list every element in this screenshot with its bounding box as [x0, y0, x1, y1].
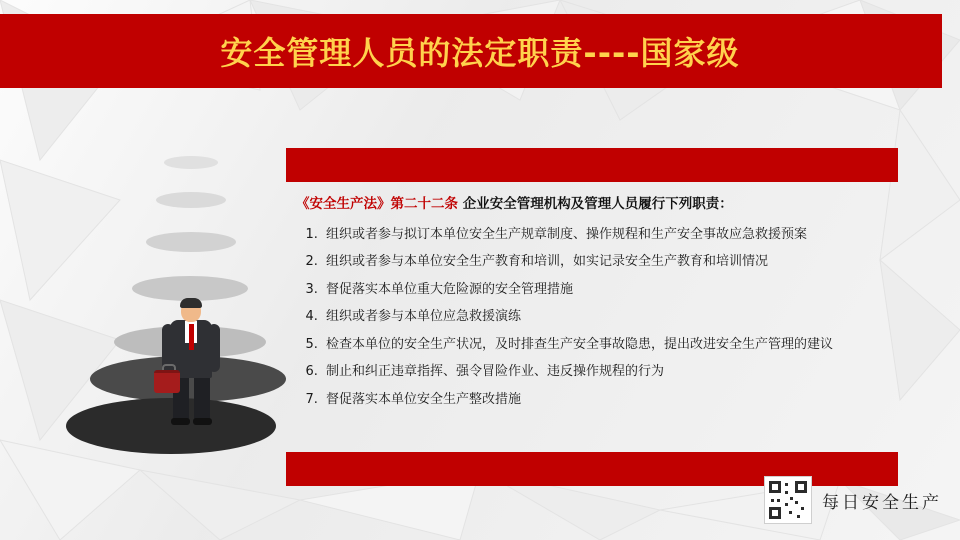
- briefcase-icon: [154, 370, 180, 393]
- page-title: 安全管理人员的法定职责----国家级: [220, 34, 740, 72]
- wechat-footer: [764, 476, 942, 524]
- lead-rest-text: 企业安全管理机构及管理人员履行下列职责：: [462, 196, 733, 212]
- stair-step: [156, 192, 226, 208]
- list-item: 1. 组织或者参与拟订本单位安全生产规章制度、操作规程和生产安全事故应急救援预案: [322, 226, 922, 244]
- stair-step: [146, 232, 236, 252]
- wechat-account-name: 每日安全生产: [822, 492, 942, 513]
- list-item: 7. 督促落实本单位安全生产整改措施: [322, 391, 922, 409]
- lead-paragraph: [296, 192, 896, 212]
- businessman-figure: [154, 300, 228, 428]
- stairs-illustration: [60, 150, 280, 480]
- figure-tie: [189, 324, 194, 350]
- duties-list: [286, 226, 922, 418]
- figure-shoe-right: [193, 418, 212, 425]
- title-band: [18, 14, 942, 88]
- list-item: 4. 组织或者参与本单位应急救援演练: [322, 308, 922, 326]
- stair-step: [164, 156, 218, 169]
- list-item: 2. 组织或者参与本单位安全生产教育和培训，如实记录安全生产教育和培训情况: [322, 253, 922, 271]
- figure-shoe-left: [171, 418, 190, 425]
- lead-law-name: 《安全生产法》第二十二条: [296, 196, 458, 212]
- figure-hair: [180, 298, 202, 308]
- list-item: 6. 制止和纠正违章指挥、强令冒险作业、违反操作规程的行为: [322, 363, 922, 381]
- content-panel-top-bar: [286, 148, 898, 182]
- list-item: 5. 检查本单位的安全生产状况，及时排查生产安全事故隐患，提出改进安全生产管理的建议: [322, 336, 922, 354]
- list-item: 3. 督促落实本单位重大危险源的安全管理措施: [322, 281, 922, 299]
- qr-code-icon: [764, 476, 812, 524]
- figure-leg-right: [194, 374, 210, 422]
